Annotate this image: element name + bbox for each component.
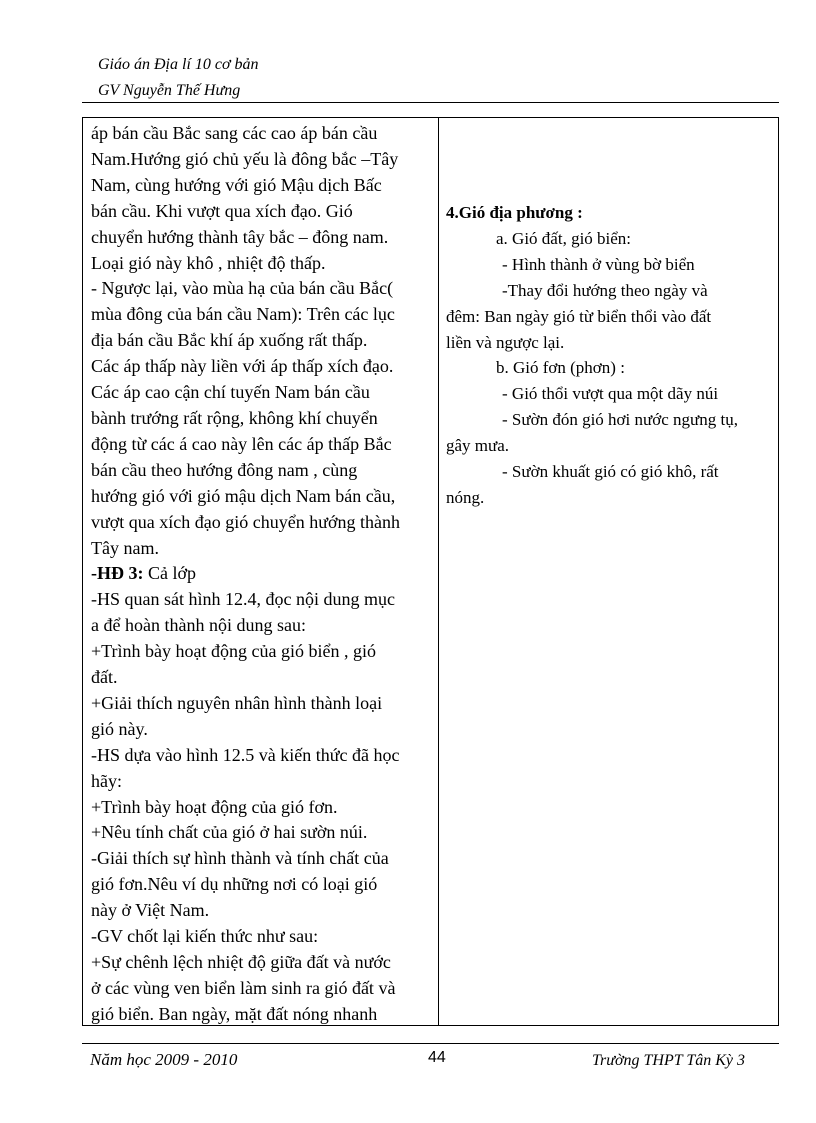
left-line: [91, 924, 431, 950]
right-line: [446, 200, 771, 226]
left-line-text: động từ các á cao này lên các áp thấp Bắc: [91, 433, 392, 454]
left-line-text: +Nêu tính chất của gió ở hai sườn núi.: [91, 822, 368, 843]
right-line: [446, 485, 771, 511]
left-line: [91, 432, 431, 458]
left-line-text: a để hoàn thành nội dung sau:: [91, 615, 306, 636]
lesson-table: [82, 117, 779, 1026]
left-line-text: hướng gió với gió mậu dịch Nam bán cầu,: [91, 485, 396, 506]
left-line: [91, 613, 431, 639]
left-line-text: hãy:: [91, 770, 122, 791]
left-line-text: +Trình bày hoạt động của gió fơn.: [91, 796, 338, 817]
left-line: [91, 717, 431, 743]
left-line: [91, 380, 431, 406]
right-line: [446, 355, 771, 381]
left-line: [91, 121, 431, 147]
left-line: [91, 665, 431, 691]
column-divider: [438, 118, 439, 1025]
right-line: [446, 407, 771, 433]
left-line: [91, 846, 431, 872]
header-title: Giáo án Địa lí 10 cơ bản: [98, 56, 259, 73]
left-line-text: ở các vùng ven biển làm sinh ra gió đất và: [91, 977, 396, 998]
right-line-text: - Gió thổi vượt qua một dãy núi: [502, 384, 719, 404]
left-line-text: -HS dựa vào hình 12.5 và kiến thức đã học: [91, 744, 400, 765]
left-line-text: chuyển hướng thành tây bắc – đông nam.: [91, 226, 389, 247]
right-line-text: gây mưa.: [446, 436, 510, 456]
right-line-text: nóng.: [446, 487, 485, 507]
footer-divider: [82, 1043, 779, 1044]
left-bold-label: -HĐ 3:: [91, 563, 144, 584]
left-line: [91, 302, 431, 328]
right-line-text: liền và ngược lại.: [446, 332, 565, 352]
left-line-text: gió này.: [91, 718, 148, 739]
left-line: [91, 743, 431, 769]
left-line: [91, 691, 431, 717]
left-line: [91, 225, 431, 251]
left-line: [91, 173, 431, 199]
left-line: [91, 458, 431, 484]
left-line: [91, 536, 431, 562]
left-line-text: gió fơn.Nêu ví dụ những nơi có loại gió: [91, 874, 378, 895]
right-line: [446, 459, 771, 485]
left-line: [91, 820, 431, 846]
right-line-text: - Sườn đón gió hơi nước ngưng tụ,: [502, 410, 738, 430]
left-line-text: Nam, cùng hướng với gió Mậu dịch Bấc: [91, 174, 382, 195]
left-line-text: +Giải thích nguyên nhân hình thành loại: [91, 692, 383, 713]
left-line-text: Tây nam.: [91, 537, 159, 558]
right-line: [446, 381, 771, 407]
left-line-text: Nam.Hướng gió chủ yếu là đông bắc –Tây: [91, 148, 399, 169]
left-line: [91, 795, 431, 821]
left-line: [91, 976, 431, 1002]
footer-school-name: Trường THPT Tân Kỳ 3: [592, 1052, 746, 1069]
left-line: [91, 199, 431, 225]
right-line-text: - Hình thành ở vùng bờ biển: [502, 254, 695, 274]
left-line-text: +Sự chênh lệch nhiệt độ giữa đất và nước: [91, 952, 391, 972]
left-line-text: Các áp cao cận chí tuyến Nam bán cầu: [91, 382, 370, 403]
left-line: [91, 872, 431, 898]
left-line-text: vượt qua xích đạo gió chuyển hướng thành: [91, 511, 400, 532]
right-line-text: -Thay đổi hướng theo ngày và: [502, 280, 708, 300]
document-header: [98, 52, 259, 104]
right-line: [446, 330, 771, 356]
right-bold-label: 4.Gió địa phương :: [446, 203, 583, 222]
right-line-text: - Sườn khuất gió có gió khô, rất: [502, 462, 719, 482]
left-line-text: gió biển. Ban ngày, mặt đất nóng nhanh: [91, 1003, 378, 1024]
header-divider: [82, 102, 779, 103]
right-line: [446, 433, 771, 459]
right-line: [446, 252, 771, 278]
activities-column: [91, 121, 431, 1028]
left-line: [91, 328, 431, 354]
left-line: [91, 950, 431, 976]
footer-school-year: Năm học 2009 - 2010: [90, 1050, 238, 1069]
left-line: [91, 484, 431, 510]
left-line: [91, 147, 431, 173]
left-line: [91, 276, 431, 302]
header-teacher: GV Nguyễn Thế Hưng: [98, 82, 241, 99]
left-line-text: +Trình bày hoạt động của gió biển , gió: [91, 641, 376, 662]
right-line: [446, 278, 771, 304]
left-line: [91, 510, 431, 536]
right-line-text: b. Gió fơn (phơn) :: [496, 358, 625, 378]
left-line-text: -Giải thích sự hình thành và tính chất của: [91, 848, 389, 869]
left-line-text: bán cầu. Khi vượt qua xích đạo. Gió: [91, 200, 353, 221]
right-line-text: đêm: Ban ngày gió từ biển thổi vào đất: [446, 306, 712, 326]
left-line-text: bán cầu theo hướng đông nam , cùng: [91, 459, 358, 480]
left-line: [91, 561, 431, 587]
right-line-text: a. Gió đất, gió biển:: [496, 228, 632, 248]
left-line-text: Cả lớp: [143, 563, 197, 584]
right-line: [446, 226, 771, 252]
left-line: [91, 639, 431, 665]
left-line-text: Loại gió này khô , nhiệt độ thấp.: [91, 252, 326, 273]
page-number: 44: [428, 1049, 446, 1066]
left-line: [91, 587, 431, 613]
left-line: [91, 406, 431, 432]
left-line-text: Các áp thấp này liền với áp thấp xích đạo.: [91, 356, 394, 377]
left-line: [91, 898, 431, 924]
left-line: [91, 251, 431, 277]
left-line-text: áp bán cầu Bắc sang các cao áp bán cầu: [91, 123, 378, 143]
left-line: [91, 1002, 431, 1028]
left-line-text: bành trướng rất rộng, không khí chuyển: [91, 407, 378, 428]
left-line-text: -GV chốt lại kiến thức như sau:: [91, 926, 319, 947]
left-line: [91, 354, 431, 380]
right-line: [446, 304, 771, 330]
left-line-text: đất.: [91, 667, 118, 688]
left-line: [91, 769, 431, 795]
left-line-text: này ở Việt Nam.: [91, 900, 210, 921]
left-line-text: -HS quan sát hình 12.4, đọc nội dung mục: [91, 589, 395, 610]
content-column: [446, 200, 771, 511]
left-line-text: địa bán cầu Bắc khí áp xuống rất thấp.: [91, 330, 368, 351]
left-line-text: - Ngược lại, vào mùa hạ của bán cầu Bắc(: [91, 278, 394, 299]
left-line-text: mùa đông của bán cầu Nam): Trên các lục: [91, 304, 395, 325]
